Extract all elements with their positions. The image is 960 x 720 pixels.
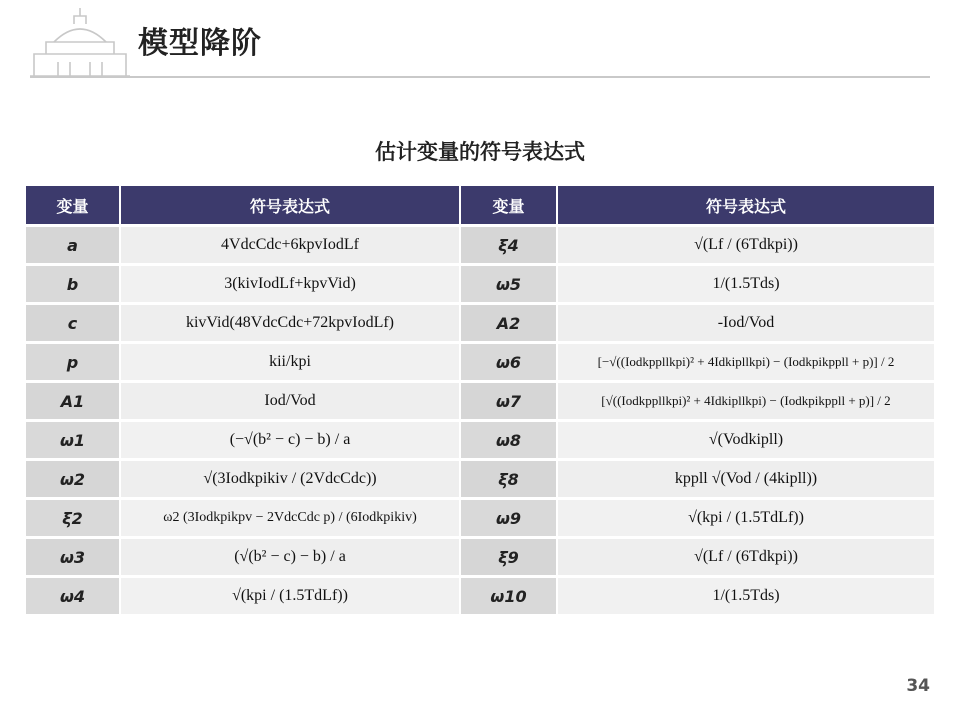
variable-cell: a xyxy=(26,224,121,263)
table-row xyxy=(26,458,934,497)
variable-cell: ω6 xyxy=(461,341,558,380)
variable-cell: ω10 xyxy=(461,575,558,614)
table-row xyxy=(26,302,934,341)
table-row xyxy=(26,263,934,302)
expression-cell: -Iod/Vod xyxy=(558,302,934,341)
column-header-variable: 变量 xyxy=(26,186,121,224)
variable-cell: ω7 xyxy=(461,380,558,419)
variable-cell: ω3 xyxy=(26,536,121,575)
table-row xyxy=(26,575,934,614)
header-divider xyxy=(30,76,930,78)
page-title: 模型降阶 xyxy=(138,26,262,61)
table-row xyxy=(26,536,934,575)
variable-cell: b xyxy=(26,263,121,302)
variable-cell: A2 xyxy=(461,302,558,341)
expression-cell: 4VdcCdc+6kpvIodLf xyxy=(121,224,461,263)
variable-cell: ξ2 xyxy=(26,497,121,536)
variable-cell: A1 xyxy=(26,380,121,419)
expression-cell: (−√(b² − c) − b) / a xyxy=(121,419,461,458)
variable-cell: p xyxy=(26,341,121,380)
variable-cell: ω8 xyxy=(461,419,558,458)
expression-cell: 1/(1.5Tds) xyxy=(558,263,934,302)
expression-cell: √(kpi / (1.5TdLf)) xyxy=(558,497,934,536)
expression-cell: ω2 (3Iodkpikpv − 2VdcCdc p) / (6Iodkpikiv) xyxy=(121,497,461,536)
column-header-expression: 符号表达式 xyxy=(121,186,461,224)
expression-cell: 3(kivIodLf+kpvVid) xyxy=(121,263,461,302)
table-row xyxy=(26,497,934,536)
variable-cell: ξ8 xyxy=(461,458,558,497)
table-row xyxy=(26,380,934,419)
variable-cell: ξ9 xyxy=(461,536,558,575)
variable-cell: ξ4 xyxy=(461,224,558,263)
expression-cell: (√(b² − c) − b) / a xyxy=(121,536,461,575)
table-header-row xyxy=(26,186,934,224)
expression-cell: [√((Iodkppllkpi)² + 4Idkipllkpi) − (Iodkpikppll + p)] / 2 xyxy=(558,380,934,419)
variable-cell: ω4 xyxy=(26,575,121,614)
table-row xyxy=(26,224,934,263)
expression-cell: [−√((Iodkppllkpi)² + 4Idkipllkpi) − (Iodkpikppll + p)] / 2 xyxy=(558,341,934,380)
expression-cell: Iod/Vod xyxy=(121,380,461,419)
variable-cell: ω2 xyxy=(26,458,121,497)
expression-cell: √(Lf / (6Tdkpi)) xyxy=(558,536,934,575)
building-dome-logo xyxy=(30,8,130,80)
expression-cell: √(3Iodkpikiv / (2VdcCdc)) xyxy=(121,458,461,497)
page-number: 34 xyxy=(906,676,930,696)
table-row xyxy=(26,341,934,380)
variable-cell: ω1 xyxy=(26,419,121,458)
expression-cell: kivVid(48VdcCdc+72kpvIodLf) xyxy=(121,302,461,341)
column-header-expression: 符号表达式 xyxy=(558,186,934,224)
expression-cell: √(kpi / (1.5TdLf)) xyxy=(121,575,461,614)
variable-cell: ω5 xyxy=(461,263,558,302)
symbol-expression-table xyxy=(26,186,934,614)
expression-cell: kii/kpi xyxy=(121,341,461,380)
variable-cell: ω9 xyxy=(461,497,558,536)
expression-cell: √(Lf / (6Tdkpi)) xyxy=(558,224,934,263)
expression-cell: 1/(1.5Tds) xyxy=(558,575,934,614)
column-header-variable: 变量 xyxy=(461,186,558,224)
expression-cell: √(Vodkipll) xyxy=(558,419,934,458)
table-caption: 估计变量的符号表达式 xyxy=(375,140,585,164)
table-row xyxy=(26,419,934,458)
variable-cell: c xyxy=(26,302,121,341)
expression-cell: kppll √(Vod / (4kipll)) xyxy=(558,458,934,497)
